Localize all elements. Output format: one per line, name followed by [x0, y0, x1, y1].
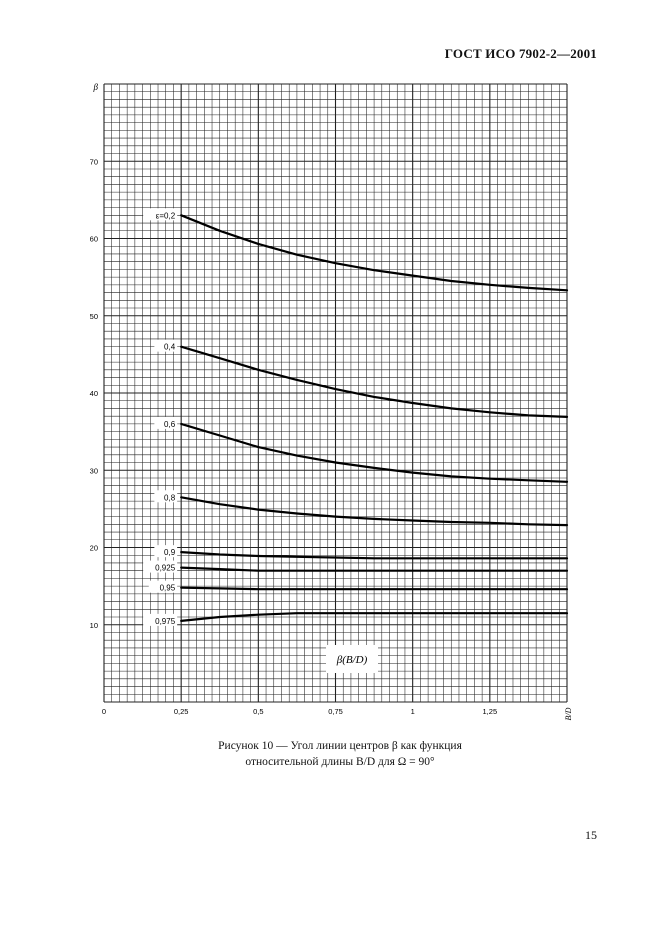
curve-label-eps-0-8: 0,8: [164, 493, 176, 503]
x-tick-label: 0,25: [173, 707, 189, 716]
x-tick-label: 1: [410, 707, 415, 716]
page-number: 15: [585, 828, 597, 842]
x-tick-label: 1,25: [482, 707, 498, 716]
x-tick-label: 0: [101, 707, 107, 716]
y-tick-label: 20: [89, 543, 98, 553]
curve-label-eps-0-2: ε=0,2: [155, 211, 176, 221]
x-tick-label: 0,75: [328, 707, 343, 716]
figure-caption: [150, 738, 530, 770]
y-tick-label: 10: [89, 620, 98, 630]
caption-line-1: Рисунок 10 — Угол линии центров β как функция: [218, 740, 462, 752]
y-tick-label: 70: [89, 157, 98, 167]
x-axis-label: B/D: [564, 707, 573, 721]
caption-line-2: относительной длины B/D для Ω = 90°: [245, 756, 435, 768]
y-tick-label: 40: [89, 389, 98, 398]
grid: [104, 84, 567, 702]
y-axis-label: β: [93, 82, 98, 92]
y-tick-label: 50: [89, 311, 98, 321]
curve-label-eps-0-925: 0,925: [155, 563, 176, 573]
curve-label-eps-0-4: 0,4: [164, 342, 176, 352]
curve-label-eps-0-9: 0,9: [164, 548, 176, 558]
curve-label-eps-0-95: 0,95: [159, 583, 176, 593]
y-tick-label: 30: [89, 466, 98, 476]
curve-label-eps-0-6: 0,6: [164, 419, 176, 429]
document-code: ГОСТ ИСО 7902-2—2001: [444, 46, 597, 61]
x-tick-label: 0,5: [253, 707, 264, 716]
legend-label: β(B/D): [336, 654, 368, 666]
curve-labels: [143, 208, 378, 673]
curve-label-eps-0-975: 0,975: [155, 616, 176, 626]
y-tick-label: 60: [89, 234, 98, 244]
